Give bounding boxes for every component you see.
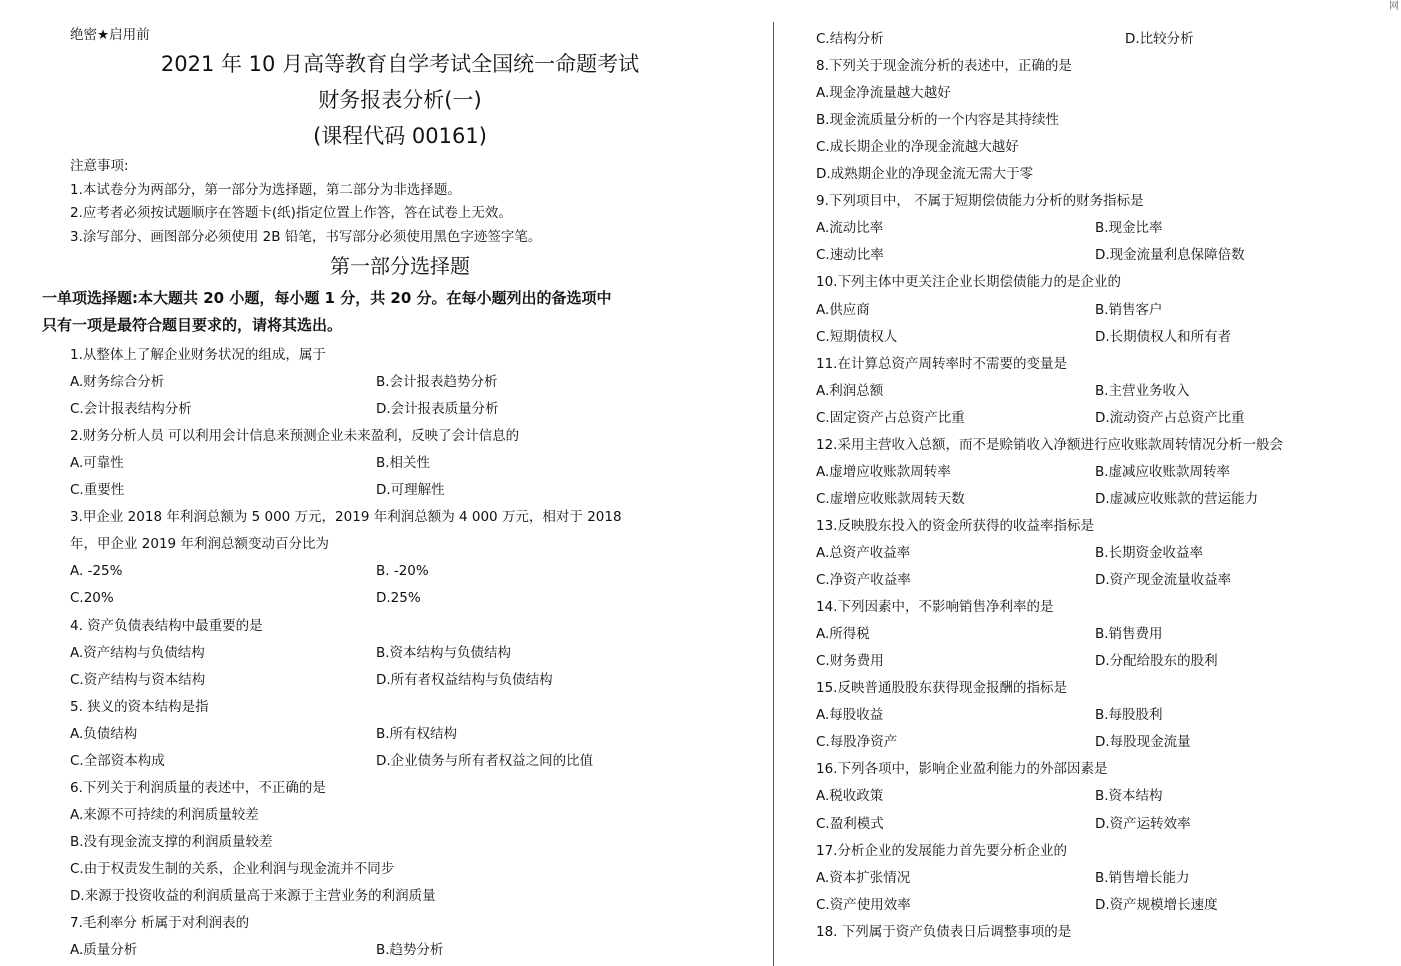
option: A.总资产收益率: [816, 545, 911, 561]
option: A.虚增应收账款周转率: [816, 464, 951, 480]
option: C.结构分析: [816, 31, 884, 47]
notes-heading: 注意事项:: [70, 158, 129, 174]
section-instructions: 只有一项是最符合题目要求的，请将其选出。: [42, 316, 343, 334]
question-10: 10.下列主体中更关注企业长期偿债能力的是企业的: [816, 274, 1121, 290]
question-6: 6.下列关于利润质量的表述中，不正确的是: [70, 780, 326, 796]
option: A.资本扩张情况: [816, 870, 911, 886]
note-item: 3.涂写部分、画图部分必须使用 2B 铅笔，书写部分必须使用黑色字迹签字笔。: [70, 229, 542, 245]
option: C.会计报表结构分析: [70, 401, 192, 417]
column-divider: [773, 22, 774, 966]
option: D.比较分析: [1125, 31, 1194, 47]
option: B.相关性: [376, 455, 431, 471]
option: A.流动比率: [816, 220, 884, 236]
question-3: 3.甲企业 2018 年利润总额为 5 000 万元，2019 年利润总额为 4 000 万元，相对于 2018: [70, 509, 622, 525]
question-2: 2.财务分析人员 可以利用会计信息来预测企业未来盈利，反映了会计信息的: [70, 428, 520, 444]
question-1: 1.从整体上了解企业财务状况的组成，属于: [70, 347, 326, 363]
option: B.现金比率: [1095, 220, 1163, 236]
question-15: 15.反映普通股股东获得现金报酬的指标是: [816, 680, 1067, 696]
option: C.重要性: [70, 482, 125, 498]
option: C.财务费用: [816, 653, 884, 669]
part-title: 第一部分选择题: [330, 254, 470, 278]
option: B.没有现金流支撑的利润质量较差: [70, 834, 273, 850]
section-instructions: 一单项选择题:本大题共 20 小题，每小题 1 分，共 20 分。在每小题列出的备选项中: [42, 289, 612, 307]
option: B.所有权结构: [376, 726, 458, 742]
option: B.资本结构: [1095, 788, 1163, 804]
option: B.趋势分析: [376, 942, 444, 958]
option: B.资本结构与负债结构: [376, 645, 512, 661]
option: B.销售费用: [1095, 626, 1163, 642]
option: D.分配给股东的股利: [1095, 653, 1218, 669]
option: D.长期债权人和所有者: [1095, 329, 1232, 345]
option: B.销售客户: [1095, 302, 1163, 318]
option: A.所得税: [816, 626, 870, 642]
option: A. -25%: [70, 563, 123, 579]
option: C.每股净资产: [816, 734, 898, 750]
option: A.利润总额: [816, 383, 884, 399]
option: A.供应商: [816, 302, 870, 318]
question-4: 4. 资产负债表结构中最重要的是: [70, 618, 263, 634]
option: D.流动资产占总资产比重: [1095, 410, 1245, 426]
option: D.所有者权益结构与负债结构: [376, 672, 553, 688]
option: D.可理解性: [376, 482, 445, 498]
option: C.速动比率: [816, 247, 884, 263]
question-9: 9.下列项目中， 不属于短期偿债能力分析的财务指标是: [816, 193, 1144, 209]
question-5: 5. 狭义的资本结构是指: [70, 699, 209, 715]
question-8: 8.下列关于现金流分析的表述中，正确的是: [816, 58, 1072, 74]
question-12: 12.采用主营收入总额，而不是赊销收入净额进行应收账款周转情况分析一般会: [816, 437, 1283, 453]
option: B.销售增长能力: [1095, 870, 1190, 886]
option: D.虚减应收账款的营运能力: [1095, 491, 1259, 507]
note-item: 2.应考者必须按试题顺序在答题卡(纸)指定位置上作答，答在试卷上无效。: [70, 205, 512, 221]
question-7: 7.毛利率分 析属于对利润表的: [70, 915, 250, 931]
option: D.25%: [376, 590, 421, 606]
option: C.成长期企业的净现金流越大越好: [816, 139, 1019, 155]
corner-mark: 网: [1389, 1, 1399, 12]
question-14: 14.下列因素中，不影响销售净利率的是: [816, 599, 1054, 615]
option: D.成熟期企业的净现金流无需大于零: [816, 166, 1034, 182]
option: B.会计报表趋势分析: [376, 374, 498, 390]
option: B.现金流质量分析的一个内容是其持续性: [816, 112, 1060, 128]
option: A.税收政策: [816, 788, 884, 804]
option: B.虚减应收账款周转率: [1095, 464, 1231, 480]
option: B. -20%: [376, 563, 429, 579]
option: A.资产结构与负债结构: [70, 645, 205, 661]
question-3-cont: 年，甲企业 2019 年利润总额变动百分比为: [70, 536, 329, 552]
option: D.资产运转效率: [1095, 816, 1191, 832]
option: D.资产规模增长速度: [1095, 897, 1218, 913]
option: C.短期债权人: [816, 329, 898, 345]
option: A.来源不可持续的利润质量较差: [70, 807, 259, 823]
option: C.固定资产占总资产比重: [816, 410, 965, 426]
option: A.可靠性: [70, 455, 124, 471]
question-11: 11.在计算总资产周转率时不需要的变量是: [816, 356, 1067, 372]
option: C.资产结构与资本结构: [70, 672, 206, 688]
option: D.资产现金流量收益率: [1095, 572, 1232, 588]
option: D.来源于投资收益的利润质量高于来源于主营业务的利润质量: [70, 888, 436, 904]
option: D.每股现金流量: [1095, 734, 1191, 750]
exam-title: 2021 年 10 月高等教育自学考试全国统一命题考试: [160, 52, 640, 76]
option: C.虚增应收账款周转天数: [816, 491, 965, 507]
option: D.企业债务与所有者权益之间的比值: [376, 753, 594, 769]
option: A.现金净流量越大越好: [816, 85, 951, 101]
option: D.现金流量利息保障倍数: [1095, 247, 1245, 263]
option: A.质量分析: [70, 942, 138, 958]
option: C.资产使用效率: [816, 897, 911, 913]
option: B.主营业务收入: [1095, 383, 1190, 399]
option: A.财务综合分析: [70, 374, 165, 390]
option: C.全部资本构成: [70, 753, 165, 769]
question-17: 17.分析企业的发展能力首先要分析企业的: [816, 843, 1067, 859]
question-13: 13.反映股东投入的资金所获得的收益率指标是: [816, 518, 1094, 534]
option: C.盈利模式: [816, 816, 884, 832]
question-16: 16.下列各项中，影响企业盈利能力的外部因素是: [816, 761, 1108, 777]
option: C.由于权责发生制的关系，企业利润与现金流并不同步: [70, 861, 395, 877]
course-title: 财务报表分析(一): [318, 88, 482, 112]
note-item: 1.本试卷分为两部分，第一部分为选择题，第二部分为非选择题。: [70, 182, 461, 198]
option: B.每股股利: [1095, 707, 1163, 723]
question-18: 18. 下列属于资产负债表日后调整事项的是: [816, 924, 1072, 940]
option: B.长期资金收益率: [1095, 545, 1204, 561]
option: D.会计报表质量分析: [376, 401, 499, 417]
option: C.20%: [70, 590, 114, 606]
option: A.负债结构: [70, 726, 138, 742]
course-code: (课程代码 00161): [313, 124, 487, 148]
confidential-label: 绝密★启用前: [70, 27, 150, 43]
option: A.每股收益: [816, 707, 884, 723]
option: C.净资产收益率: [816, 572, 911, 588]
